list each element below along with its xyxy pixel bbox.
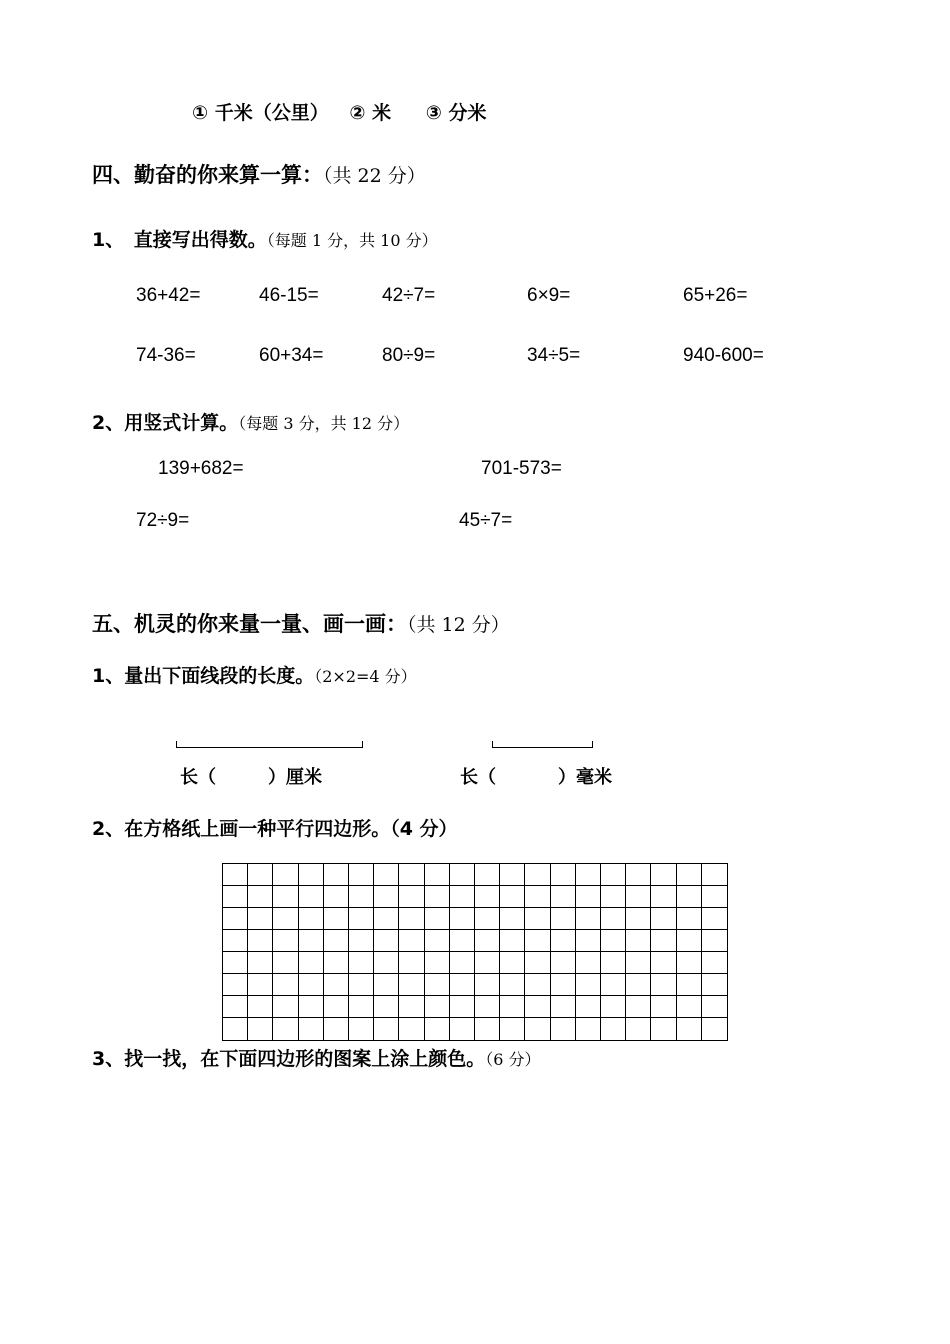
grid-cell[interactable] xyxy=(324,1018,349,1040)
grid-cell[interactable] xyxy=(349,996,374,1018)
oral-calc-2-1: 74-36= xyxy=(136,345,196,366)
grid-cell[interactable] xyxy=(702,996,727,1018)
grid-cell[interactable] xyxy=(500,1018,525,1040)
measure-answer-1: 长（ ）厘米 xyxy=(180,767,322,788)
grid-cell[interactable] xyxy=(450,908,475,930)
grid-cell[interactable] xyxy=(399,1018,424,1040)
grid-cell[interactable] xyxy=(677,1018,702,1040)
grid-cell[interactable] xyxy=(576,996,601,1018)
grid-cell[interactable] xyxy=(223,952,248,974)
grid-cell[interactable] xyxy=(525,930,550,952)
grid-cell[interactable] xyxy=(425,996,450,1018)
grid-cell[interactable] xyxy=(248,908,273,930)
grid-cell[interactable] xyxy=(273,996,298,1018)
grid-cell[interactable] xyxy=(702,974,727,996)
grid-cell[interactable] xyxy=(450,974,475,996)
grid-cell[interactable] xyxy=(475,1018,500,1040)
grid-cell[interactable] xyxy=(551,996,576,1018)
grid-cell[interactable] xyxy=(324,930,349,952)
grid-cell[interactable] xyxy=(500,974,525,996)
grid-cell[interactable] xyxy=(425,930,450,952)
measure-answer-2: 长（ ）毫米 xyxy=(460,767,612,788)
grid-cell[interactable] xyxy=(374,886,399,908)
grid-cell[interactable] xyxy=(551,952,576,974)
grid-cell[interactable] xyxy=(677,886,702,908)
grid-cell[interactable] xyxy=(399,974,424,996)
grid-cell[interactable] xyxy=(425,908,450,930)
grid-cell[interactable] xyxy=(450,996,475,1018)
grid-cell[interactable] xyxy=(475,886,500,908)
grid-cell[interactable] xyxy=(601,930,626,952)
vertical-calc-3: 72÷9= xyxy=(136,510,190,531)
oral-calc-1-4: 6×9= xyxy=(527,285,571,306)
grid-cell[interactable] xyxy=(299,974,324,996)
grid-cell[interactable] xyxy=(273,1018,298,1040)
grid-cell[interactable] xyxy=(324,952,349,974)
grid-cell[interactable] xyxy=(651,952,676,974)
option-1: ① 千米（公里） xyxy=(192,102,329,124)
grid-cell[interactable] xyxy=(324,996,349,1018)
section5-q3-heading: 3、找一找，在下面四边形的图案上涂上颜色。（6 分） xyxy=(92,1048,541,1070)
grid-cell[interactable] xyxy=(223,908,248,930)
grid-cell[interactable] xyxy=(399,864,424,886)
grid-cell[interactable] xyxy=(677,952,702,974)
grid-cell[interactable] xyxy=(626,908,651,930)
grid-cell[interactable] xyxy=(576,952,601,974)
grid-cell[interactable] xyxy=(475,908,500,930)
grid-cell[interactable] xyxy=(601,1018,626,1040)
grid-cell[interactable] xyxy=(299,996,324,1018)
oral-calc-2-3: 80÷9= xyxy=(382,345,436,366)
grid-cell[interactable] xyxy=(324,864,349,886)
vertical-calc-2: 701-573= xyxy=(481,458,562,479)
grid-cell[interactable] xyxy=(601,864,626,886)
grid-cell[interactable] xyxy=(551,930,576,952)
oral-calc-1-1: 36+42= xyxy=(136,285,201,306)
vertical-calc-1: 139+682= xyxy=(158,458,244,479)
grid-cell[interactable] xyxy=(374,908,399,930)
grid-cell[interactable] xyxy=(399,908,424,930)
grid-cell[interactable] xyxy=(475,930,500,952)
grid-cell[interactable] xyxy=(525,974,550,996)
grid-cell[interactable] xyxy=(677,908,702,930)
grid-cell[interactable] xyxy=(702,952,727,974)
grid-cell[interactable] xyxy=(349,908,374,930)
oral-calc-1-2: 46-15= xyxy=(259,285,319,306)
grid-cell[interactable] xyxy=(349,952,374,974)
grid-cell[interactable] xyxy=(248,952,273,974)
grid-cell[interactable] xyxy=(374,952,399,974)
grid-cell[interactable] xyxy=(299,930,324,952)
grid-cell[interactable] xyxy=(551,886,576,908)
grid-cell[interactable] xyxy=(626,996,651,1018)
grid-cell[interactable] xyxy=(626,864,651,886)
grid-cell[interactable] xyxy=(248,996,273,1018)
section4-q1-heading: 1、 直接写出得数。（每题 1 分，共 10 分） xyxy=(92,229,438,251)
grid-cell[interactable] xyxy=(651,886,676,908)
oral-calc-2-5: 940-600= xyxy=(683,345,764,366)
oral-calc-2-2: 60+34= xyxy=(259,345,324,366)
grid-cell[interactable] xyxy=(626,886,651,908)
grid-cell[interactable] xyxy=(702,908,727,930)
grid-cell[interactable] xyxy=(349,1018,374,1040)
line-segment-2 xyxy=(492,740,593,748)
grid-cell[interactable] xyxy=(500,952,525,974)
grid-cell[interactable] xyxy=(450,1018,475,1040)
option-3: ③ 分米 xyxy=(425,102,487,124)
grid-cell[interactable] xyxy=(374,930,399,952)
grid-cell[interactable] xyxy=(576,974,601,996)
grid-cell[interactable] xyxy=(299,864,324,886)
grid-cell[interactable] xyxy=(601,996,626,1018)
option-2: ② 米 xyxy=(349,102,392,124)
grid-cell[interactable] xyxy=(273,974,298,996)
oral-calc-1-5: 65+26= xyxy=(683,285,748,306)
grid-cell[interactable] xyxy=(475,974,500,996)
grid-cell[interactable] xyxy=(525,864,550,886)
section5-q2-heading: 2、在方格纸上画一种平行四边形。（4 分） xyxy=(92,818,458,840)
grid-cell[interactable] xyxy=(450,886,475,908)
grid-cell[interactable] xyxy=(273,864,298,886)
line-segment-1 xyxy=(176,740,363,748)
grid-cell[interactable] xyxy=(626,930,651,952)
grid-cell[interactable] xyxy=(500,996,525,1018)
grid-cell[interactable] xyxy=(651,996,676,1018)
grid-cell[interactable] xyxy=(475,952,500,974)
grid-cell[interactable] xyxy=(349,886,374,908)
grid-cell[interactable] xyxy=(450,930,475,952)
grid-cell[interactable] xyxy=(223,886,248,908)
grid-cell[interactable] xyxy=(651,864,676,886)
grid-cell[interactable] xyxy=(299,886,324,908)
grid-cell[interactable] xyxy=(374,996,399,1018)
grid-cell[interactable] xyxy=(551,974,576,996)
grid-cell[interactable] xyxy=(651,974,676,996)
grid-cell[interactable] xyxy=(525,908,550,930)
grid-cell[interactable] xyxy=(273,908,298,930)
grid-cell[interactable] xyxy=(601,974,626,996)
grid-cell[interactable] xyxy=(248,1018,273,1040)
grid-cell[interactable] xyxy=(248,930,273,952)
grid-cell[interactable] xyxy=(475,864,500,886)
grid-cell[interactable] xyxy=(425,864,450,886)
grid-cell[interactable] xyxy=(324,974,349,996)
grid-cell[interactable] xyxy=(601,908,626,930)
grid-cell[interactable] xyxy=(576,864,601,886)
grid-cell[interactable] xyxy=(601,952,626,974)
grid-cell[interactable] xyxy=(349,974,374,996)
grid-cell[interactable] xyxy=(299,908,324,930)
grid-cell[interactable] xyxy=(223,864,248,886)
grid-cell[interactable] xyxy=(273,886,298,908)
grid-cell[interactable] xyxy=(500,886,525,908)
grid-cell[interactable] xyxy=(500,908,525,930)
grid-cell[interactable] xyxy=(677,974,702,996)
grid-cell[interactable] xyxy=(324,886,349,908)
grid-cell[interactable] xyxy=(248,864,273,886)
grid-cell[interactable] xyxy=(551,864,576,886)
grid-cell[interactable] xyxy=(601,886,626,908)
grid-cell[interactable] xyxy=(651,908,676,930)
grid-cell[interactable] xyxy=(425,886,450,908)
grid-cell[interactable] xyxy=(425,952,450,974)
grid-cell[interactable] xyxy=(399,930,424,952)
grid-cell[interactable] xyxy=(677,864,702,886)
grid-cell[interactable] xyxy=(273,930,298,952)
grid-cell[interactable] xyxy=(525,996,550,1018)
grid-cell[interactable] xyxy=(500,930,525,952)
grid-cell[interactable] xyxy=(248,886,273,908)
grid-cell[interactable] xyxy=(576,908,601,930)
grid-cell[interactable] xyxy=(349,930,374,952)
grid-cell[interactable] xyxy=(677,996,702,1018)
grid-cell[interactable] xyxy=(702,886,727,908)
section4-heading: 四、勤奋的你来算一算：（共 22 分） xyxy=(92,163,426,187)
section5-q1-heading: 1、量出下面线段的长度。（2×2=4 分） xyxy=(92,665,417,687)
grid-cell[interactable] xyxy=(525,952,550,974)
grid-cell[interactable] xyxy=(450,864,475,886)
grid-cell[interactable] xyxy=(374,864,399,886)
grid-cell[interactable] xyxy=(475,996,500,1018)
oral-calc-1-3: 42÷7= xyxy=(382,285,436,306)
section4-q2-heading: 2、用竖式计算。（每题 3 分，共 12 分） xyxy=(92,412,410,434)
grid-cell[interactable] xyxy=(399,886,424,908)
grid-cell[interactable] xyxy=(299,952,324,974)
section5-heading: 五、机灵的你来量一量、画一画：（共 12 分） xyxy=(92,612,510,636)
grid-cell[interactable] xyxy=(551,908,576,930)
vertical-calc-4: 45÷7= xyxy=(459,510,513,531)
grid-cell[interactable] xyxy=(702,930,727,952)
grid-cell[interactable] xyxy=(425,1018,450,1040)
grid-cell[interactable] xyxy=(525,1018,550,1040)
grid-cell[interactable] xyxy=(626,974,651,996)
grid-cell[interactable] xyxy=(551,1018,576,1040)
grid-cell[interactable] xyxy=(702,864,727,886)
grid-cell[interactable] xyxy=(626,952,651,974)
grid-cell[interactable] xyxy=(374,974,399,996)
oral-calc-2-4: 34÷5= xyxy=(527,345,581,366)
grid-cell[interactable] xyxy=(349,864,374,886)
unit-options xyxy=(192,98,486,125)
grid-cell[interactable] xyxy=(223,930,248,952)
grid-cell[interactable] xyxy=(273,952,298,974)
grid-cell[interactable] xyxy=(399,952,424,974)
grid-cell[interactable] xyxy=(450,952,475,974)
grid-cell[interactable] xyxy=(576,930,601,952)
grid-cell[interactable] xyxy=(399,996,424,1018)
grid-cell[interactable] xyxy=(223,974,248,996)
grid-cell[interactable] xyxy=(374,1018,399,1040)
grid-cell[interactable] xyxy=(626,1018,651,1040)
grid-cell[interactable] xyxy=(576,886,601,908)
grid-cell[interactable] xyxy=(223,1018,248,1040)
grid-cell[interactable] xyxy=(651,1018,676,1040)
grid-cell[interactable] xyxy=(525,886,550,908)
grid-cell[interactable] xyxy=(425,974,450,996)
grid-cell[interactable] xyxy=(702,1018,727,1040)
grid-cell[interactable] xyxy=(299,1018,324,1040)
grid-cell[interactable] xyxy=(677,930,702,952)
grid-cell[interactable] xyxy=(500,864,525,886)
grid-cell[interactable] xyxy=(576,1018,601,1040)
grid-cell[interactable] xyxy=(324,908,349,930)
grid-paper[interactable] xyxy=(222,863,728,1041)
grid-cell[interactable] xyxy=(223,996,248,1018)
grid-cell[interactable] xyxy=(651,930,676,952)
grid-cell[interactable] xyxy=(248,974,273,996)
